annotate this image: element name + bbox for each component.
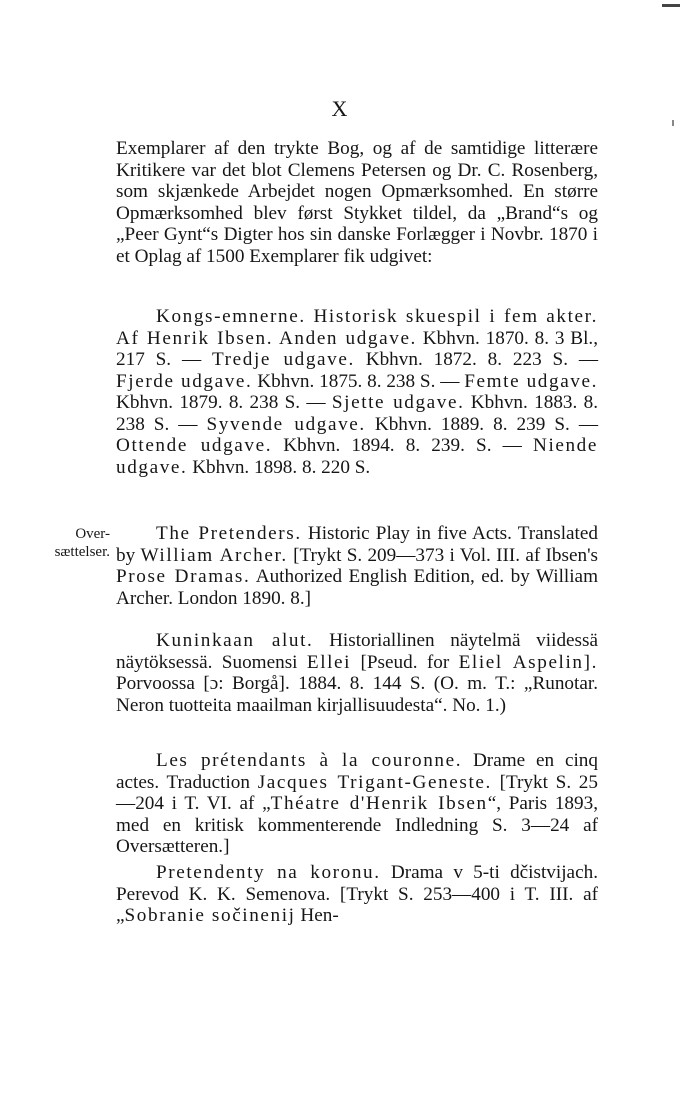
entry-details: [Trykt S. 25—204 i T. VI. af „ (116, 771, 598, 814)
entry-title: Kongs-emnerne. Historisk skuespil i fem akter. Af Henrik Ibsen. (116, 306, 598, 349)
edition-label: Ottende udgave. (116, 435, 273, 456)
entry-details: Hen- (300, 905, 339, 926)
edition-details: Kbhvn. 1889. 8. 239 S. — (374, 413, 599, 435)
translator-name: Jacques Trigant-Geneste. (257, 771, 492, 793)
paragraph-text: Exemplarer af den trykte Bog, og af de samtidige litterære Kritikere var det blot Clemens Petersen og Dr. C. Rosenberg, som skjænkede Arbejdet nogen Opmærksomhed. En større Opmærksomhed blev først Stykket tildel, da „Brand“s og „Peer Gynt“s Digter hos sin danske Forlægger i Novbr. 1870 i et Oplag af 1500 Exemplarer fik udgivet: (116, 138, 598, 267)
entry-details: Drama v 5-ti dčistvijach. Perevod K. K. Semenova. [Trykt S. 253—400 i T. III. af „ (116, 862, 598, 926)
entry-details: Historiallinen näytelmä viidessä näytöksessä. Suomensi (116, 630, 599, 673)
margin-note (6, 525, 110, 561)
entry-pretendenty (116, 862, 598, 927)
entry-title: Kuninkaan alut. (156, 630, 314, 651)
page-number: X (331, 96, 349, 121)
entry-title: Les prétendants à la couronne. (156, 750, 463, 771)
series-name: Prose Dramas. (116, 566, 251, 587)
entry-text (116, 862, 598, 927)
page-edge-mark (662, 4, 680, 7)
edition-details: Kbhvn. 1894. 8. 239. S. — (283, 435, 522, 456)
entry-the-pretenders (116, 523, 598, 609)
margin-note-line: Over- (75, 526, 110, 542)
entry-kuninkaan-alut (116, 630, 598, 716)
edition-details: Kbhvn. 1883. 8. 238 S. — (116, 392, 599, 435)
edition-label: Syvende udgave. (206, 413, 366, 435)
edition-label: Niende udgave. (116, 435, 598, 478)
edition-details: Kbhvn. 1898. 8. 220 S. (192, 456, 371, 478)
entry-text (116, 523, 598, 609)
entry-details: Authorized English Edition, ed. by William Archer. London 1890. 8.] (116, 566, 599, 609)
translator-real-name: Eliel Aspelin]. (458, 651, 598, 673)
margin-note-line: sættelser. (54, 544, 110, 560)
edition-label: Fjerde udgave. (116, 370, 253, 392)
translator-name: Ellei (306, 651, 352, 673)
entry-title: The Pretenders. (156, 523, 302, 544)
entry-text (116, 630, 598, 716)
entry-title: Pretendenty na koronu. (156, 862, 381, 883)
edition-label: Sjette udgave. (331, 392, 465, 413)
entry-details: “, Paris 1893, med en kritisk kommenterende Indledning S. 3—24 af Oversætteren.] (116, 793, 598, 857)
entry-text (116, 306, 598, 478)
edition-label: Femte udgave. (464, 370, 599, 392)
series-name: Sobranie sočinenij (124, 905, 296, 926)
edition-details: Kbhvn. 1872. 8. 223 S. — (365, 349, 599, 370)
entry-details: Historic Play in five Acts. Translated by (116, 523, 598, 566)
paragraph-intro (116, 138, 598, 267)
entry-details: Porvoossa [ɔ: Borgå]. 1884. 8. 144 S. (O. m. T.: „Runotar. Neron tuotteita maailman kirjallisuudesta“. No. 1.) (116, 673, 598, 716)
entry-details: Drame en cinq actes. Traduction (116, 750, 598, 793)
edition-label: Anden udgave. (278, 327, 417, 349)
entry-kongs-emnerne (116, 306, 598, 478)
edition-details: Kbhvn. 1870. 8. 3 Bl., 217 S. — (116, 327, 598, 370)
edition-details: Kbhvn. 1875. 8. 238 S. — (257, 370, 460, 392)
edition-details: Kbhvn. 1879. 8. 238 S. — (116, 392, 326, 413)
edition-label: Tredje udgave. (212, 349, 355, 370)
entry-les-pretendants (116, 750, 598, 858)
translator-name: William Archer. (140, 544, 288, 566)
entry-details: [Trykt S. 209—373 i Vol. III. af Ibsen's (293, 544, 599, 566)
series-name: Théatre d'Henrik Ibsen (270, 793, 488, 814)
entry-details: [Pseud. for (360, 651, 450, 673)
entry-text (116, 750, 598, 858)
